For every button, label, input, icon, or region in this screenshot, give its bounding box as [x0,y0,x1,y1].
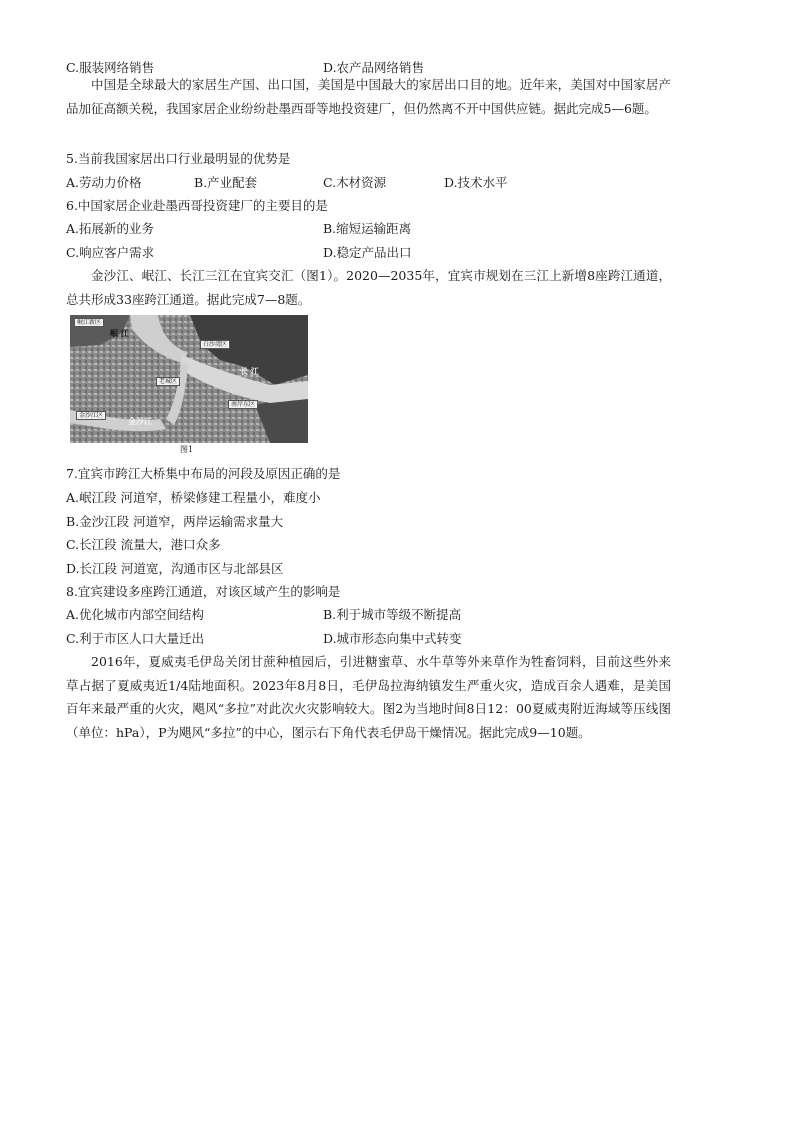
label-old-city: 老城区 [156,377,180,386]
q7-option-c: C.长江段 流量大，港口众多 [66,537,221,552]
q7-option-a: A.岷江段 河道窄，桥梁修建工程量小，难度小 [66,490,321,505]
q8-option-b: B.利于城市等级不断提高 [323,607,462,622]
q8-option-a: A.优化城市内部空间结构 [66,607,205,622]
q8-option-c: C.利于市区人口大量迁出 [66,631,205,646]
q5-option-c: C.木材资源 [323,175,387,190]
q4-option-c: C.服装网络销售 [66,60,155,75]
figure-1-aerial-map [70,315,308,443]
label-nanan: 南岸东区 [228,400,258,409]
q7-option-d: D.长江段 河道宽，沟通市区与北部县区 [66,561,284,576]
q6-option-b: B.缩短运输距离 [323,221,412,236]
label-jinsha-river: 金沙江 [128,416,152,426]
passage-7-8: 金沙江、岷江、长江三江在宜宾交汇（图1）。2020—2035年，宜宾市规划在三江上新增8座跨江通道，总共形成33座跨江通道。据此完成7—8题。 [66,268,671,307]
q7-stem: 7.宜宾市跨江大桥集中布局的河段及原因正确的是 [66,466,341,481]
q5-option-d: D.技术水平 [444,175,508,190]
q6-option-a: A.拓展新的业务 [66,221,155,236]
q6-stem: 6.中国家居企业赴墨西哥投资建厂的主要目的是 [66,198,328,213]
q7-option-b: B.金沙江段 河道窄，两岸运输需求量大 [66,514,284,529]
label-minjiang-river: 岷 江 [110,328,129,338]
passage-9-10: 2016年，夏威夷毛伊岛关闭甘蔗种植园后，引进糖蜜草、水牛草等外来草作为牲畜饲料，目前这些外来草占据了夏威夷近1/4陆地面积。2023年8月8日，毛伊岛拉海纳镇发生严重火灾，造成百余人遇难，是美国百年来最严重的火灾，飓风“多拉”对此次火灾影响较大。图2为当地时间8日12：00夏威夷附近海域等压线图（单位：hPa），P为飓风“多拉”的中心，图示右下角代表毛伊岛干燥情况。据此完成9—10题。 [66,654,671,740]
passage-5-6: 中国是全球最大的家居生产国、出口国，美国是中国最大的家居出口目的地。近年来，美国对中国家居产品加征高额关税，我国家居企业纷纷赴墨西哥等地投资建厂，但仍然离不开中国供应链。据此完成5—6题。 [66,77,671,116]
q5-option-b: B.产业配套 [194,175,258,190]
q5-stem: 5.当前我国家居出口行业最明显的优势是 [66,151,291,166]
q5-option-a: A.劳动力价格 [66,175,142,190]
figure-1-caption: 图1 [180,445,194,454]
q6-option-c: C.响应客户需求 [66,245,155,260]
q4-option-d: D.农产品网络销售 [323,60,425,75]
q8-option-d: D.城市形态向集中式转变 [323,631,462,646]
label-yangtze-river: 长 江 [240,366,259,376]
q6-option-d: D.稳定产品出口 [323,245,412,260]
aerial-photo [70,315,308,443]
label-jinsha-district: 金沙江区 [76,411,106,420]
q8-stem: 8.宜宾建设多座跨江通道，对该区域产生的影响是 [66,584,341,599]
label-minjiang-district: 岷江新区 [74,318,104,327]
label-baishawan: 白沙湾区 [200,340,230,349]
